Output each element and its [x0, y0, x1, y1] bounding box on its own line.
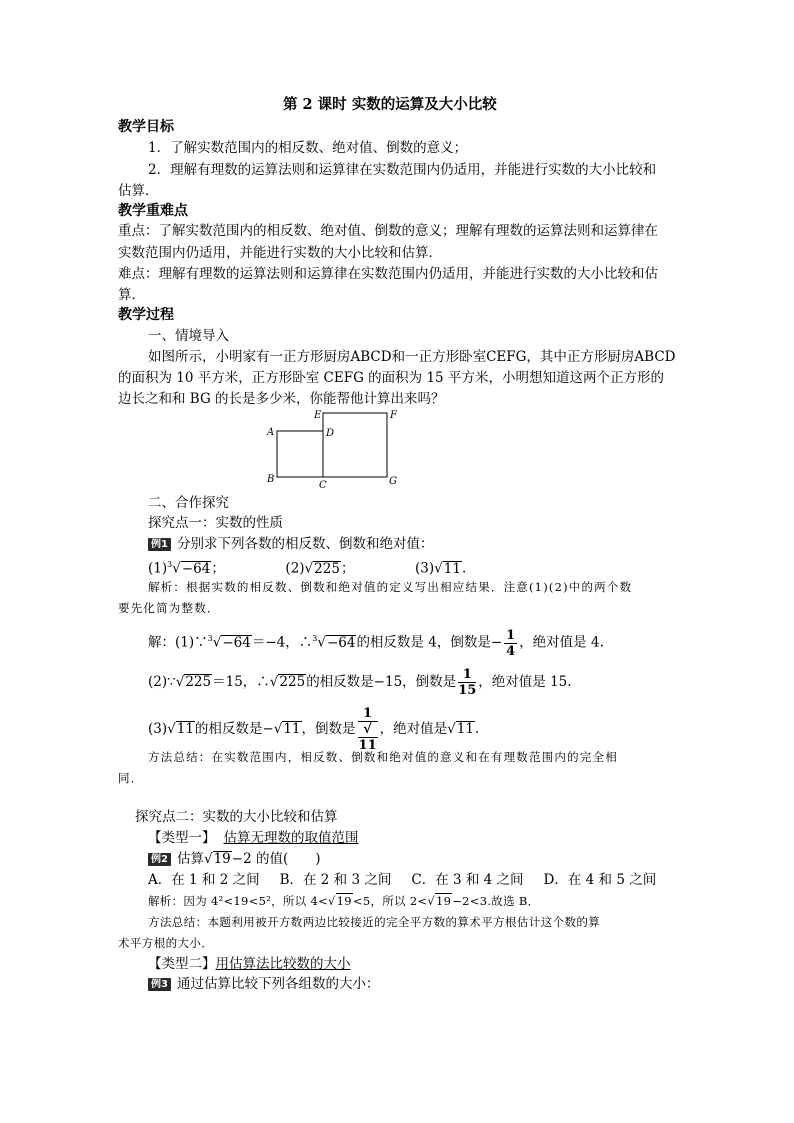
ex2-options — [148, 871, 656, 889]
square-abcd — [277, 431, 323, 477]
goal-item: 1．了解实数范围内的相反数、绝对值、倒数的意义； — [148, 140, 468, 156]
intro-line: 如图所示，小明家有一正方形厨房ABCD和一正方形卧室CEFG，其中正方形厨房ABCD — [148, 349, 676, 365]
ex2-summary: 术平方根的大小． — [118, 936, 214, 950]
ex1-summary: 方法总结：在实数范围内，相反数、倒数和绝对值的意义和在有理数范围内的完全相 — [148, 750, 618, 764]
ex1-solution-2: (2)∵√225＝15，∴√225的相反数是−15，倒数是 $\frac{1}{15}$ ，绝对值是 15. — [148, 667, 572, 698]
ex1-question: 例1 分别求下列各数的相反数、倒数和绝对值： — [148, 535, 433, 553]
point1-heading: 探究点一：实数的性质 — [148, 515, 283, 531]
example-badge: 例3 — [148, 978, 171, 991]
keypoints-line: 算． — [118, 287, 145, 303]
fraction: 1 √ 11 — [358, 706, 377, 753]
point2-heading: 探究点二：实数的大小比较和估算 — [135, 809, 338, 825]
example-badge: 例2 — [148, 853, 171, 866]
option-d: D．在 4 和 5 之间 — [543, 872, 657, 888]
example-badge: 例1 — [148, 538, 171, 551]
goal-item: 估算． — [118, 183, 159, 199]
ex2-question: 例2 估算√19−2 的值( ) — [148, 850, 321, 868]
ex3-question: 例3 通过估算比较下列各组数的大小： — [148, 975, 379, 993]
square-cefg — [323, 413, 387, 477]
fraction: $\frac{1}{4}$ — [506, 627, 516, 659]
intro-line: 的面积为 10 平方米，正方形卧室 CEFG 的面积为 15 平方米，小明想知道这两个正方形的 — [118, 370, 664, 386]
process-heading: 教学过程 — [118, 307, 174, 323]
ex1-solution-1: 解：(1)∵$^3$√−64＝−4，∴$^3$√−64的相反数是 4，倒数是− $\frac{1}{4}$ ，绝对值是 4. — [148, 627, 604, 659]
ex2-analysis: 解析：因为 4²<19<5²，所以 4<√19<5，所以 2<√19−2<3.故选 B． — [148, 894, 540, 908]
ex2-summary: 方法总结：本题利用被开方数两边比较接近的完全平方数的算术平方根估计这个数的算 — [148, 915, 601, 929]
label-e: E — [314, 410, 322, 421]
intro-heading: 一、情境导入 — [148, 328, 229, 344]
option-b: B．在 2 和 3 之间 — [279, 872, 392, 888]
option-a: A．在 1 和 2 之间 — [148, 872, 260, 888]
ex1-analysis: 解析：根据实数的相反数、倒数和绝对值的定义写出相应结果．注意(1)(2)中的两个数 — [148, 580, 633, 594]
keypoints-line: 难点：理解有理数的运算法则和运算律在实数范围内仍适用，并能进行实数的大小比较和估 — [118, 266, 658, 282]
label-f: F — [390, 410, 397, 421]
goal-item: 2．理解有理数的运算法则和运算律在实数范围内仍适用，并能进行实数的大小比较和 — [148, 162, 657, 178]
ex1-problems: $(1)^3√-64$； (2)√225； (3)√11. — [148, 560, 467, 577]
ex1-solution-3: (3)√11的相反数是−√11，倒数是 1 √ 11 ，绝对值是√11. — [148, 706, 480, 753]
label-d: D — [326, 428, 335, 439]
ex1-analysis: 要先化简为整数． — [118, 601, 220, 615]
ex1-summary: 同． — [118, 771, 144, 785]
keypoints-line: 重点：了解实数范围内的相反数、绝对值、倒数的意义；理解有理数的运算法则和运算律在 — [118, 223, 658, 239]
intro-line: 边长之和和 BG 的长是多少米，你能帮他计算出来吗？ — [118, 391, 445, 407]
label-a: A — [267, 427, 275, 438]
label-b: B — [267, 474, 275, 485]
label-g: G — [389, 476, 397, 487]
squares-figure — [262, 408, 402, 490]
page-title: 第 2 课时 实数的运算及大小比较 — [283, 96, 497, 113]
goals-heading: 教学目标 — [118, 119, 174, 135]
type2-heading: 【类型二】用估算法比较数的大小 — [148, 956, 351, 972]
coop-heading: 二、合作探究 — [148, 495, 229, 511]
keypoints-heading: 教学重难点 — [118, 203, 188, 219]
type1-heading: 【类型一】 估算无理数的取值范围 — [148, 830, 359, 846]
fraction: $\frac{1}{15}$ — [458, 667, 477, 698]
label-c: C — [319, 480, 327, 490]
option-c: C．在 3 和 4 之间 — [411, 872, 524, 888]
keypoints-line: 实数范围内仍适用，并能进行实数的大小比较和估算． — [118, 245, 442, 261]
